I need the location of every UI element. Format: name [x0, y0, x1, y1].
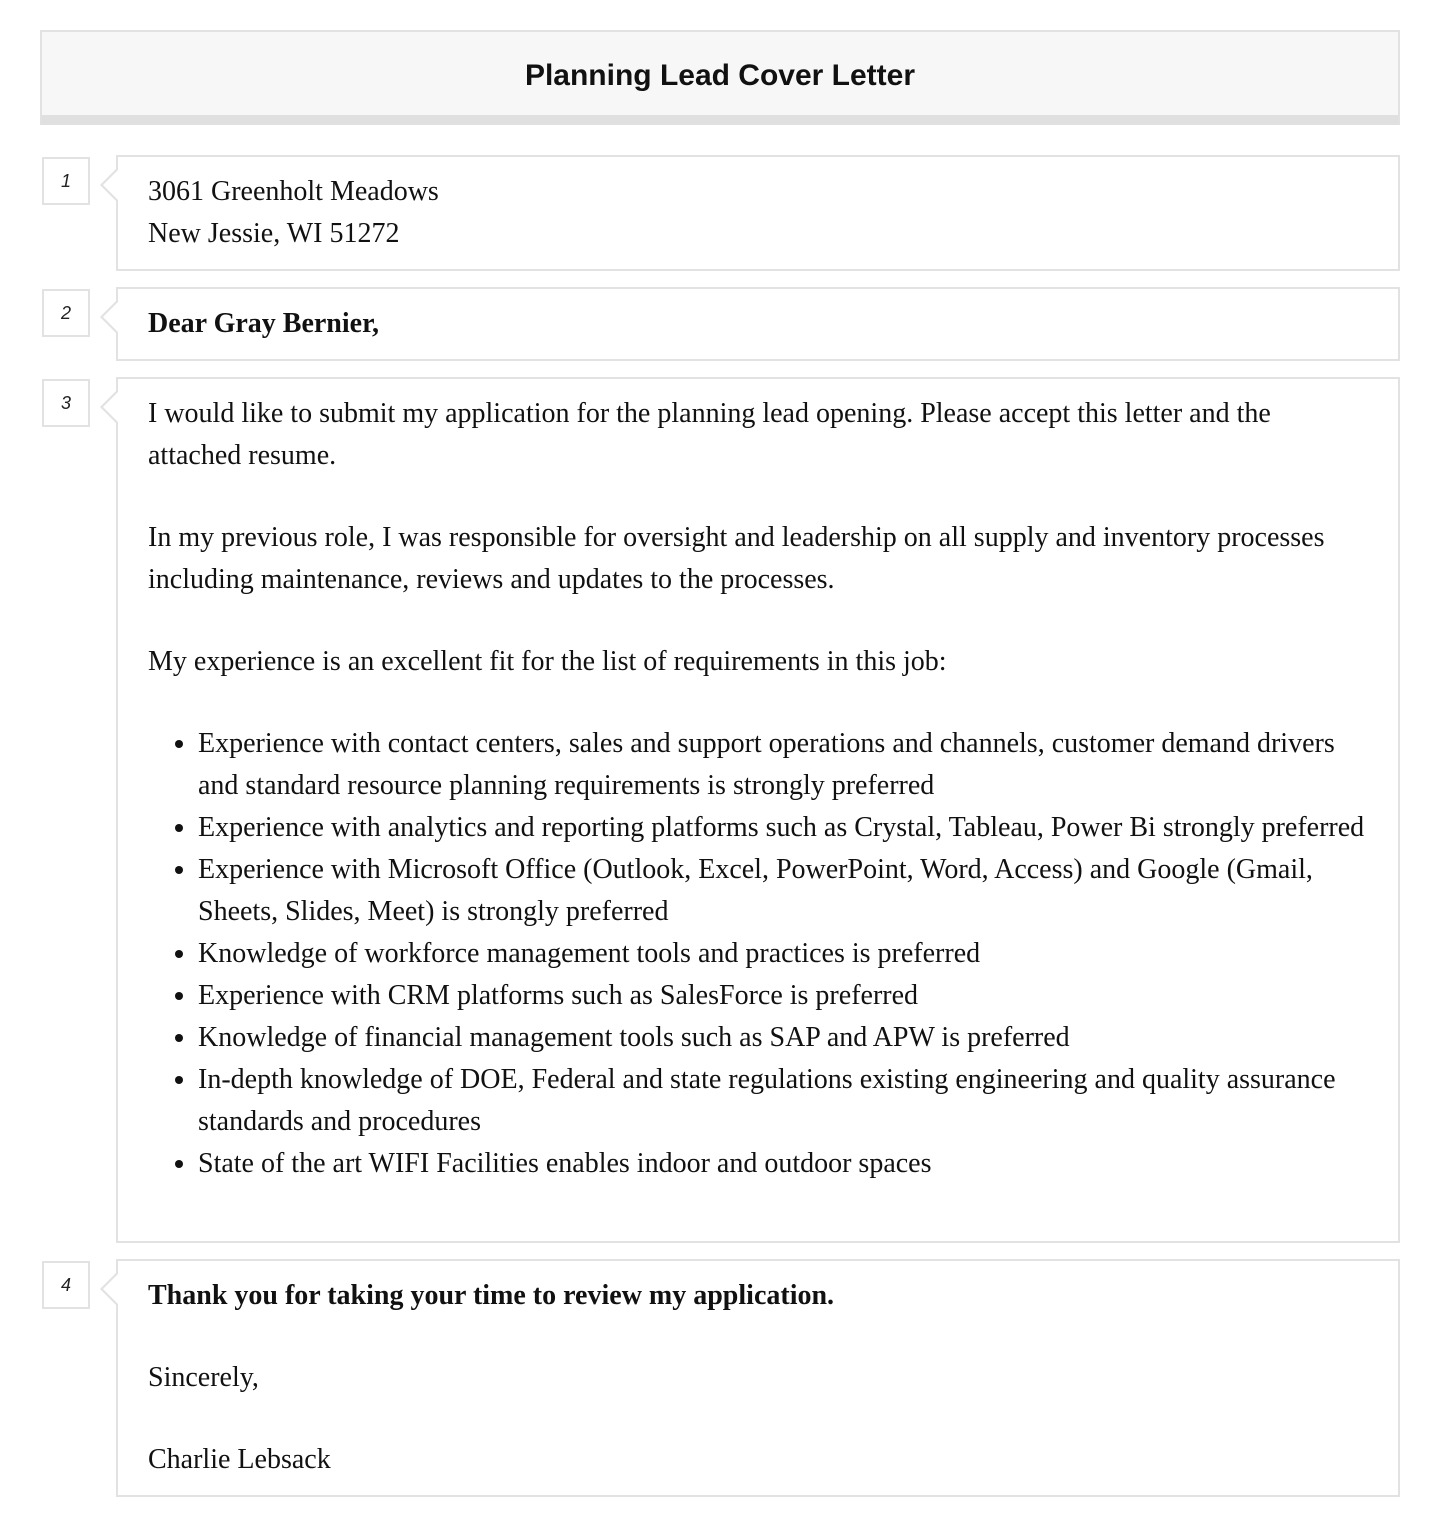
requirements-list — [148, 723, 1368, 1185]
body-block — [116, 377, 1400, 1243]
requirement-item: • In-depth knowledge of DOE, Federal and state regulations existing engineering and quality assurance standards and procedures — [198, 1059, 1368, 1143]
requirement-item: • Knowledge of workforce management tools and practices is preferred — [198, 933, 1368, 975]
experience-paragraph: In my previous role, I was responsible for oversight and leadership on all supply and inventory processes including maintenance, reviews and updates to the processes. — [148, 522, 1325, 595]
address-line-2: New Jessie, WI 51272 — [148, 218, 400, 249]
section-number-badge: 4 — [42, 1261, 90, 1309]
signature-name: Charlie Lebsack — [148, 1444, 331, 1475]
requirement-item: • Knowledge of financial management tools such as SAP and APW is preferred — [198, 1017, 1368, 1059]
salutation-block — [116, 287, 1400, 361]
page-title: Planning Lead Cover Letter — [524, 58, 916, 92]
requirements-intro: My experience is an excellent fit for the list of requirements in this job: — [148, 646, 947, 677]
closing-block — [116, 1259, 1400, 1497]
section-number-badge: 1 — [42, 157, 90, 205]
document-header — [40, 30, 1400, 125]
address-block — [116, 155, 1400, 271]
signoff-text: Sincerely, — [148, 1362, 259, 1393]
section-number-badge: 2 — [42, 289, 90, 337]
requirement-item: • Experience with Microsoft Office (Outlook, Excel, PowerPoint, Word, Access) and Google (Gmail, Sheets, Slides, Meet) is strongly preferred — [198, 849, 1368, 933]
requirement-item: • Experience with analytics and reporting platforms such as Crystal, Tableau, Power Bi strongly preferred — [198, 807, 1368, 849]
salutation-text: Dear Gray Bernier, — [148, 308, 379, 339]
section-number-badge: 3 — [42, 379, 90, 427]
requirement-item: • State of the art WIFI Facilities enables indoor and outdoor spaces — [198, 1143, 1368, 1185]
requirement-item: • Experience with CRM platforms such as SalesForce is preferred — [198, 975, 1368, 1017]
address-line-1: 3061 Greenholt Meadows — [148, 176, 439, 207]
closing-text: Thank you for taking your time to review my application. — [148, 1280, 835, 1311]
requirement-item: • Experience with contact centers, sales and support operations and channels, customer demand drivers and standard resource planning requirements is strongly preferred — [198, 723, 1368, 807]
intro-paragraph: I would like to submit my application for the planning lead opening. Please accept this letter and the attached resume. — [148, 398, 1271, 471]
